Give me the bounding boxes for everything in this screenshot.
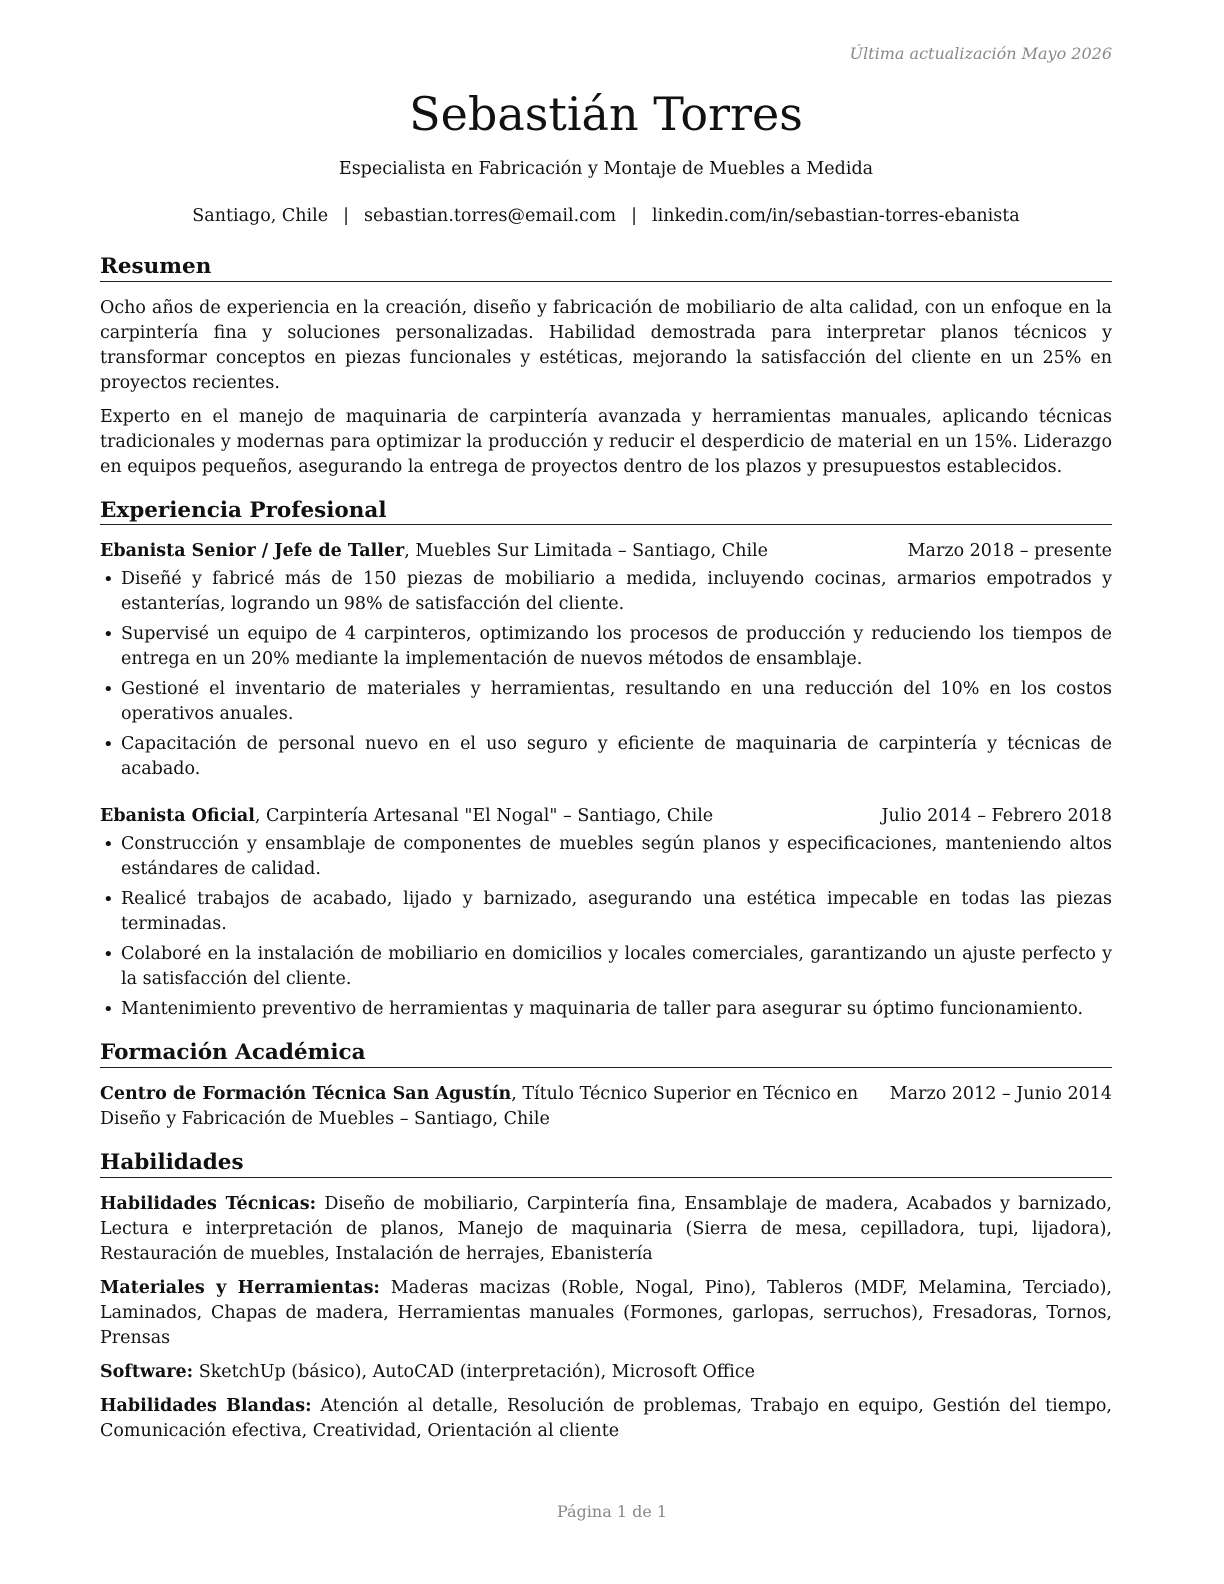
list-item: • Construcción y ensamblaje de componentes de muebles según planos y especificaciones, manteniendo altos estándares de calidad.: [100, 832, 1112, 882]
skills-section: [100, 1150, 1112, 1444]
candidate-name: Sebastián Torres: [409, 87, 803, 141]
education-degree: , Título Técnico Superior en Técnico en Diseño y Fabricación de Muebles – Santiago, Chile: [100, 1084, 859, 1130]
list-item: • Supervisé un equipo de 4 carpinteros, optimizando los procesos de producción y reduciendo los tiempos de entrega en un 20% mediante la implementación de nuevos métodos de ensamblaje.: [100, 622, 1112, 672]
last-updated: Última actualización Mayo 2026: [849, 44, 1112, 63]
job-dates: Marzo 2018 – presente: [907, 541, 1112, 562]
education-section: [100, 1040, 1112, 1132]
skill-label: Habilidades Blandas:: [100, 1396, 312, 1417]
summary-paragraph: Experto en el manejo de maquinaria de carpintería avanzada y herramientas manuales, aplicando técnicas tradicionales y modernas para optimizar la producción y reducir el desperdicio de material en un 15%. Liderazgo en equipos pequeños, asegurando la entrega de proyectos dentro de los plazos y presupuestos establecidos.: [100, 406, 1112, 477]
summary-section: [100, 254, 1112, 480]
list-item: • Diseñé y fabricé más de 150 piezas de mobiliario a medida, incluyendo cocinas, armarios empotrados y estanterías, logrando un 98% de satisfacción del cliente.: [100, 567, 1112, 617]
section-title-experience: Experiencia Profesional: [100, 498, 1112, 526]
contact-location: Santiago, Chile: [192, 205, 329, 226]
job-header: [100, 804, 1112, 829]
skill-text: Diseño de mobiliario, Carpintería fina, Ensamblaje de madera, Acabados y barnizado, Lectura e interpretación de planos, Manejo de maquinaria (Sierra de mesa, cepilladora, tupi, lijadora), Restauración de muebles, Instalación de herrajes, Ebanistería: [100, 1194, 1112, 1265]
list-item: • Capacitación de personal nuevo en el uso seguro y eficiente de maquinaria de carpintería y técnicas de acabado.: [100, 732, 1112, 782]
list-item: • Realicé trabajos de acabado, lijado y barnizado, asegurando una estética impecable en todas las piezas terminadas.: [100, 887, 1112, 937]
section-title-summary: Resumen: [100, 254, 1112, 282]
skill-label: Software:: [100, 1362, 194, 1383]
skill-line: [100, 1192, 1112, 1267]
education-institution: Centro de Formación Técnica San Agustín: [100, 1084, 512, 1105]
job-company: , Muebles Sur Limitada – Santiago, Chile: [404, 541, 769, 562]
summary-paragraph: Ocho años de experiencia en la creación, diseño y fabricación de mobiliario de alta calidad, con un enfoque en la carpintería fina y soluciones personalizadas. Habilidad demostrada para interpretar planos técnicos y transformar conceptos en piezas funcionales y estéticas, mejorando la satisfacción del cliente en un 25% en proyectos recientes.: [100, 297, 1112, 393]
skill-text: Maderas macizas (Roble, Nogal, Pino), Tableros (MDF, Melamina, Terciado), Laminados, Chapas de madera, Herramientas manuales (Formones, garlopas, serruchos), Fresadoras, Tornos, Prensas: [100, 1278, 1112, 1349]
job-role: Ebanista Senior / Jefe de Taller: [100, 541, 405, 562]
list-item: • Gestioné el inventario de materiales y herramientas, resultando en una reducción del 10% en los costos operativos anuales.: [100, 677, 1112, 727]
education-dates: Marzo 2012 – Junio 2014: [889, 1084, 1112, 1105]
contact-separator: |: [631, 205, 637, 226]
page-footer: Página 1 de 1: [556, 1502, 668, 1521]
job-dates: Julio 2014 – Febrero 2018: [881, 806, 1112, 827]
skill-line: [100, 1394, 1112, 1444]
section-title-education: Formación Académica: [100, 1040, 1112, 1068]
skill-label: Materiales y Herramientas:: [100, 1278, 380, 1299]
job-entry: [100, 539, 1112, 782]
contact-linkedin[interactable]: linkedin.com/in/sebastian-torres-ebanista: [652, 205, 1020, 226]
list-item: • Colaboré en la instalación de mobiliario en domicilios y locales comerciales, garantizando un ajuste perfecto y la satisfacción del cliente.: [100, 942, 1112, 992]
contact-separator: |: [343, 205, 350, 226]
skill-line: [100, 1276, 1112, 1351]
experience-section: [100, 498, 1112, 1023]
job-bullets: [100, 832, 1112, 1022]
job-role: Ebanista Oficial: [100, 806, 255, 827]
job-bullets: [100, 567, 1112, 782]
contact-line: [100, 206, 1112, 226]
headline: Especialista en Fabricación y Montaje de Muebles a Medida: [338, 158, 874, 179]
section-title-skills: Habilidades: [100, 1150, 1112, 1178]
job-company: , Carpintería Artesanal "El Nogal" – Santiago, Chile: [254, 806, 714, 827]
skill-text: SketchUp (básico), AutoCAD (interpretación), Microsoft Office: [193, 1362, 756, 1383]
education-entry: [100, 1082, 1112, 1132]
contact-email[interactable]: sebastian.torres@email.com: [364, 205, 617, 226]
list-item: • Mantenimiento preventivo de herramientas y maquinaria de taller para asegurar su óptimo funcionamiento.: [100, 997, 1112, 1022]
job-header: [100, 539, 1112, 564]
skill-text: Atención al detalle, Resolución de problemas, Trabajo en equipo, Gestión del tiempo, Comunicación efectiva, Creatividad, Orientación al cliente: [100, 1396, 1112, 1442]
skill-line: [100, 1360, 1112, 1385]
job-entry: [100, 804, 1112, 1022]
skill-label: Habilidades Técnicas:: [100, 1194, 317, 1215]
